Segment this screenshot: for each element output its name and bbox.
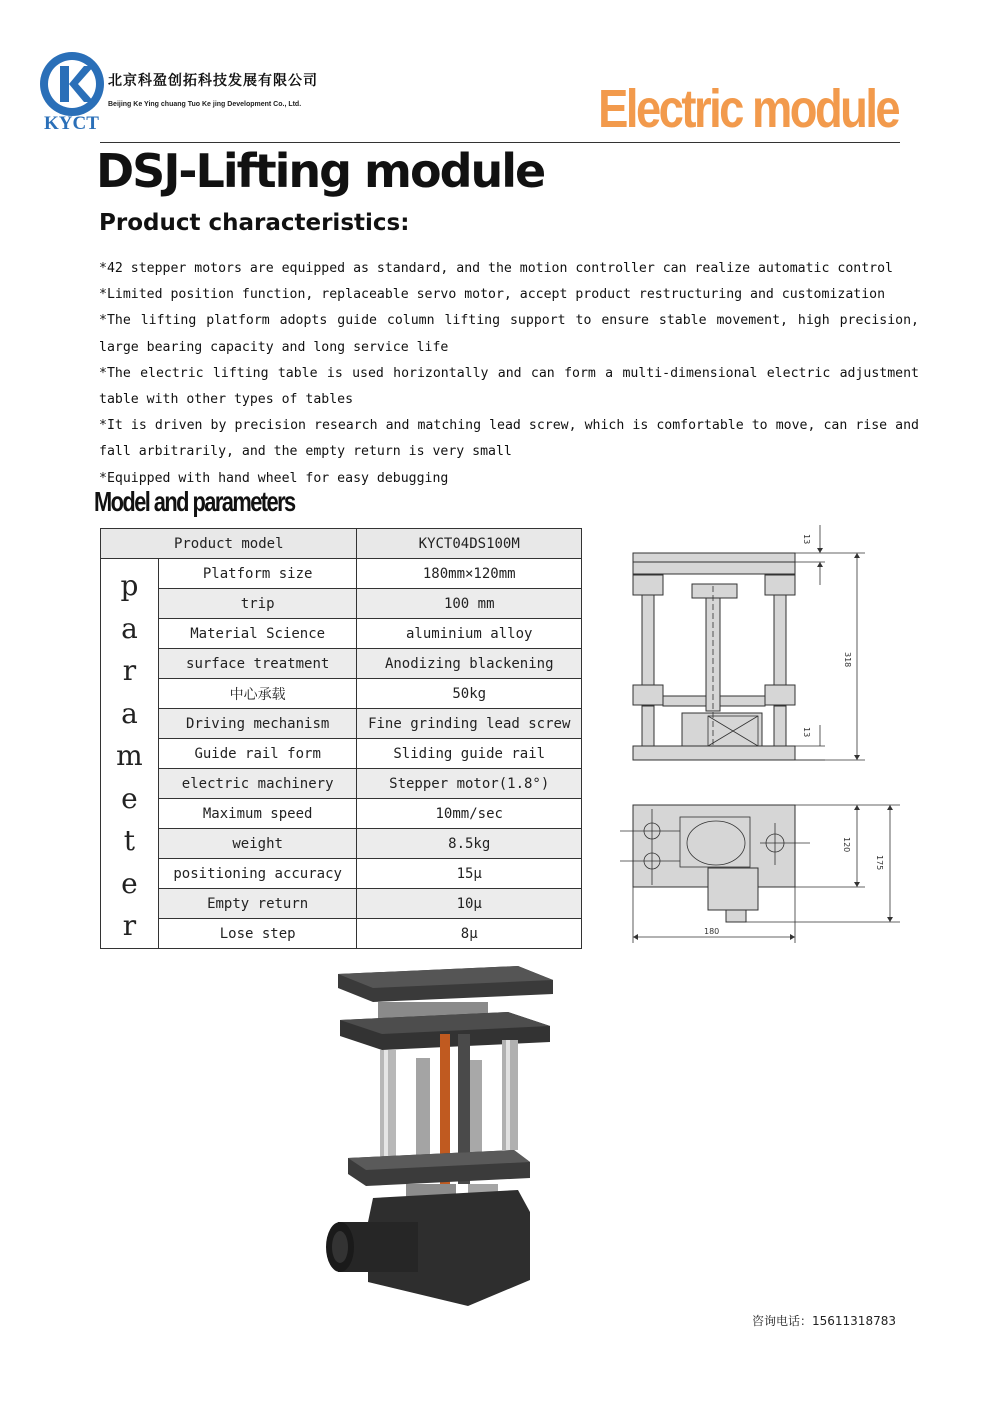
param-value: Stepper motor(1.8°) [357,769,582,799]
param-value: 8μ [357,919,582,949]
param-value: Anodizing blackening [357,649,582,679]
table-row [101,619,582,649]
table-row [101,649,582,679]
param-label: weight [158,829,357,859]
param-label: electric machinery [158,769,357,799]
product-model-value: KYCT04DS100M [357,529,582,559]
param-value: 10mm/sec [357,799,582,829]
dim-label: 120 [842,837,851,853]
parameters-table [100,528,582,949]
front-view-drawing [620,520,910,770]
top-view-drawing [620,795,910,945]
product-photo [318,962,568,1306]
param-label: positioning accuracy [158,859,357,889]
table-row [101,559,582,589]
param-value: Fine grinding lead screw [357,709,582,739]
brand-title: Electric module [598,79,898,139]
kyct-logo-icon [38,50,106,118]
dim-label: 13 [802,534,811,545]
param-value: aluminium alloy [357,619,582,649]
company-name-en: Beijing Ke Ying chuang Tuo Ke jing Development Co., Ltd. [108,101,302,108]
param-value: 50kg [357,679,582,709]
side-letter: a [121,611,138,645]
feature-item: *The electric lifting table is used horizontally and can form a multi-dimensional electric adjustment table with other types of tables [99,365,919,408]
dim-label: 175 [875,855,884,871]
table-row [101,889,582,919]
dim-label: 318 [843,652,852,668]
logo-text: KYCT [44,113,99,134]
side-letter: p [120,569,139,602]
parameter-side-label [101,559,159,949]
dim-label: 180 [704,927,720,936]
param-value: Sliding guide rail [357,739,582,769]
param-label: Guide rail form [158,739,357,769]
side-letter: e [121,866,138,900]
header-divider [100,142,900,143]
characteristics-list [99,256,919,492]
feature-item: *The lifting platform adopts guide column lifting support to ensure stable movement, high precision, large bearing capacity and long service life [99,313,919,355]
param-value: 180mm×120mm [357,559,582,589]
feature-item: *42 stepper motors are equipped as standard, and the motion controller can realize automatic control [99,261,893,276]
side-letter: t [123,824,136,857]
feature-item: *Limited position function, replaceable servo motor, accept product restructuring and customization [99,287,886,303]
table-row [101,799,582,829]
param-label: Lose step [158,919,357,949]
table-row [101,829,582,859]
characteristics-heading: Product characteristics: [99,210,410,236]
table-row [101,589,582,619]
side-letter: e [121,781,138,815]
company-name-cn: 北京科盈创拓科技发展有限公司 [108,73,318,89]
model-parameters-heading: Model and parameters [94,486,295,517]
param-label: 中心承载 [158,679,357,709]
param-label: Maximum speed [158,799,357,829]
table-row [101,739,582,769]
table-row [101,709,582,739]
param-label: surface treatment [158,649,357,679]
feature-item: *It is driven by precision research and matching lead screw, which is comfortable to move, can rise and fall arbitrarily, and the empty return is very small [99,418,919,460]
param-label: Platform size [158,559,357,589]
param-value: 10μ [357,889,582,919]
param-label: Driving mechanism [158,709,357,739]
table-row [101,769,582,799]
param-value: 8.5kg [357,829,582,859]
contact-phone: 咨询电话：15611318783 [752,1314,896,1328]
table-row [101,859,582,889]
param-label: Material Science [158,619,357,649]
param-label: Empty return [158,889,357,919]
page-title: DSJ-Lifting module [96,144,545,198]
table-row [101,679,582,709]
param-value: 15μ [357,859,582,889]
param-label: trip [158,589,357,619]
table-row [101,919,582,949]
side-letter: a [121,696,138,730]
table-header-row [101,529,582,559]
side-letter: r [122,654,137,687]
side-letter: m [116,739,143,772]
param-value: 100 mm [357,589,582,619]
dim-label: 13 [802,727,811,738]
product-model-label: Product model [101,529,357,559]
feature-item: *Equipped with hand wheel for easy debugging [99,470,449,486]
side-letter: r [122,909,137,942]
